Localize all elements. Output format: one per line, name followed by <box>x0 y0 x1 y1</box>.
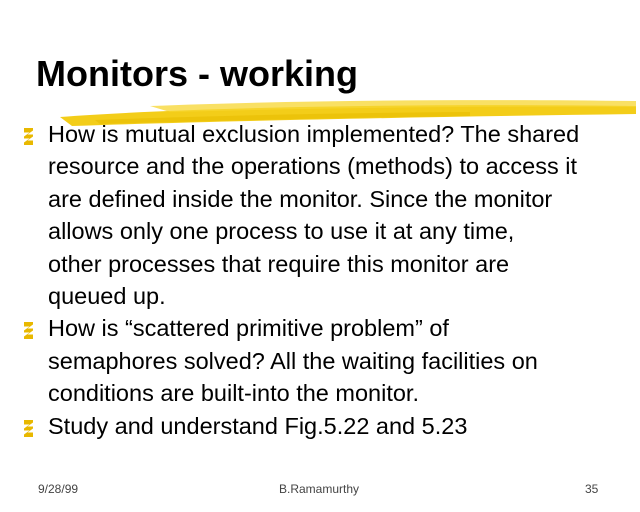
bullet-line: queued up. <box>48 283 166 310</box>
bullet-list <box>24 118 624 442</box>
bullet-line: How is “scattered primitive problem” of <box>48 315 449 342</box>
bullet-item <box>24 410 624 442</box>
bullet-line: are defined inside the monitor. Since the monitor <box>48 185 553 212</box>
zigzag-bullet-icon <box>24 322 33 339</box>
bullet-item <box>24 312 624 409</box>
zigzag-bullet-icon <box>24 420 33 437</box>
footer-author: B.Ramamurthy <box>279 482 360 496</box>
bullet-line: Study and understand Fig.5.22 and 5.23 <box>48 412 468 439</box>
bullet-line: conditions are built-into the monitor. <box>48 380 419 407</box>
bullet-line: resource and the operations (methods) to access it <box>48 153 578 180</box>
bullet-line: semaphores solved? All the waiting facilities on <box>48 347 538 374</box>
slide-title: Monitors - working <box>36 53 358 94</box>
bullet-line: How is mutual exclusion implemented? The shared <box>48 121 580 147</box>
zigzag-bullet-icon <box>24 128 33 145</box>
bullet-line: allows only one process to use it at any time, <box>48 218 515 245</box>
bullet-item <box>24 118 624 312</box>
footer-date: 9/28/99 <box>38 482 79 496</box>
footer-page-number: 35 <box>585 482 599 496</box>
bullet-line: other processes that require this monitor are <box>48 250 510 277</box>
